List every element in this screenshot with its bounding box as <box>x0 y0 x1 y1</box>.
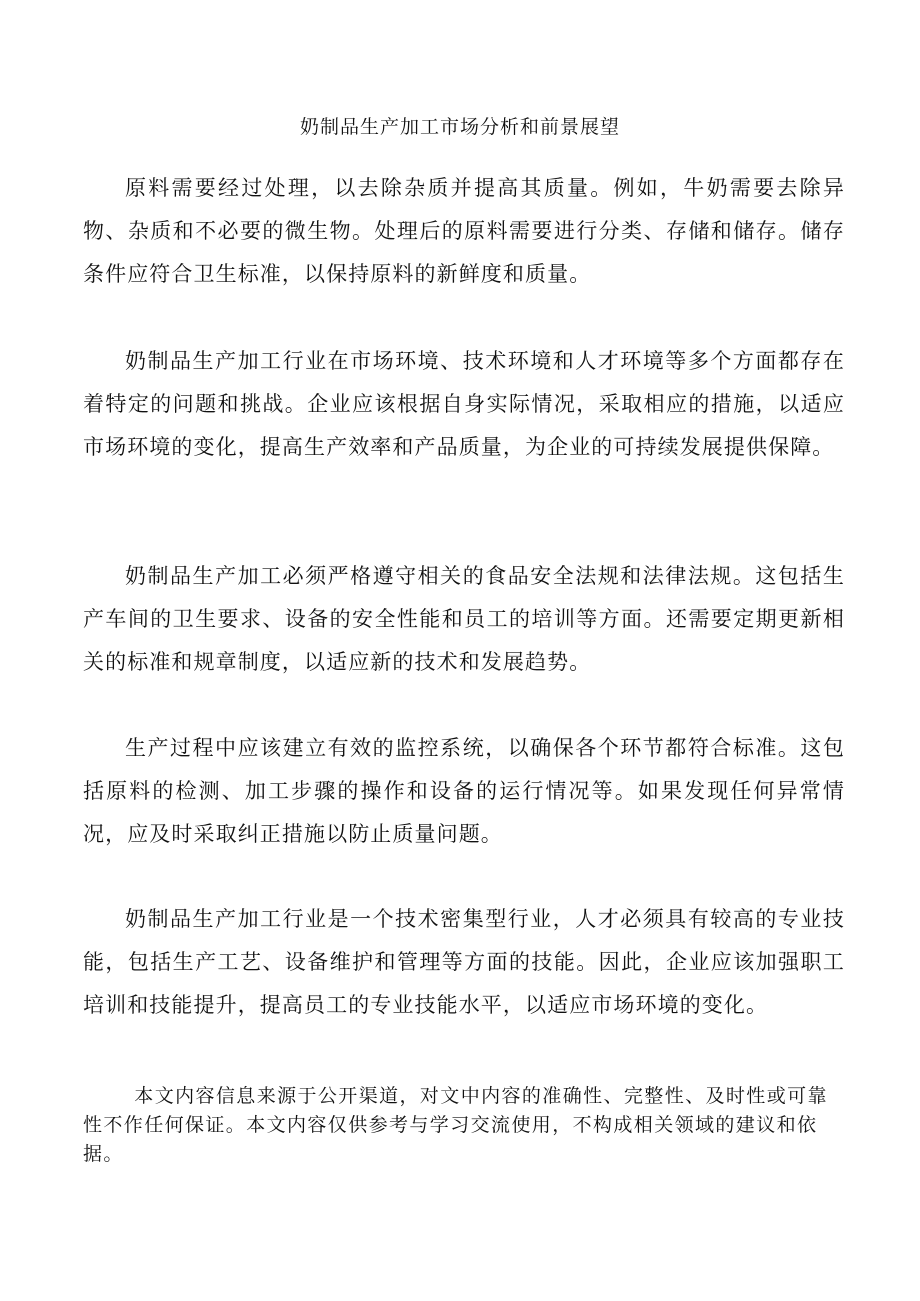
disclaimer-text: 本文内容信息来源于公开渠道，对文中内容的准确性、完整性、及时性或可靠性不作任何保证。本文内容仅供参考与学习交流使用，不构成相关领域的建议和依据。 <box>83 1085 828 1165</box>
paragraph-talent-skills: 奶制品生产加工行业是一个技术密集型行业，人才必须具有较高的专业技能，包括生产工艺、设备维护和管理等方面的技能。因此，企业应该加强职工培训和技能提升，提高员工的专业技能水平，以适应市场环境的变化。 <box>83 907 845 1017</box>
paragraph-food-safety-regulations: 奶制品生产加工必须严格遵守相关的食品安全法规和法律法规。这包括生产车间的卫生要求、设备的安全性能和员工的培训等方面。还需要定期更新相关的标准和规章制度，以适应新的技术和发展趋势。 <box>83 564 845 674</box>
paragraph-industry-challenges: 奶制品生产加工行业在市场环境、技术环境和人才环境等多个方面都存在着特定的问题和挑战。企业应该根据自身实际情况，采取相应的措施，以适应市场环境的变化，提高生产效率和产品质量，为企业的可持续发展提供保障。 <box>83 349 845 459</box>
paragraph-raw-material-processing: 原料需要经过处理，以去除杂质并提高其质量。例如，牛奶需要去除异物、杂质和不必要的微生物。处理后的原料需要进行分类、存储和储存。储存条件应符合卫生标准，以保持原料的新鲜度和质量。 <box>83 176 845 286</box>
paragraph-monitoring-system: 生产过程中应该建立有效的监控系统，以确保各个环节都符合标准。这包括原料的检测、加工步骤的操作和设备的运行情况等。如果发现任何异常情况，应及时采取纠正措施以防止质量问题。 <box>83 736 845 846</box>
document-title: 奶制品生产加工市场分析和前景展望 <box>299 116 620 138</box>
